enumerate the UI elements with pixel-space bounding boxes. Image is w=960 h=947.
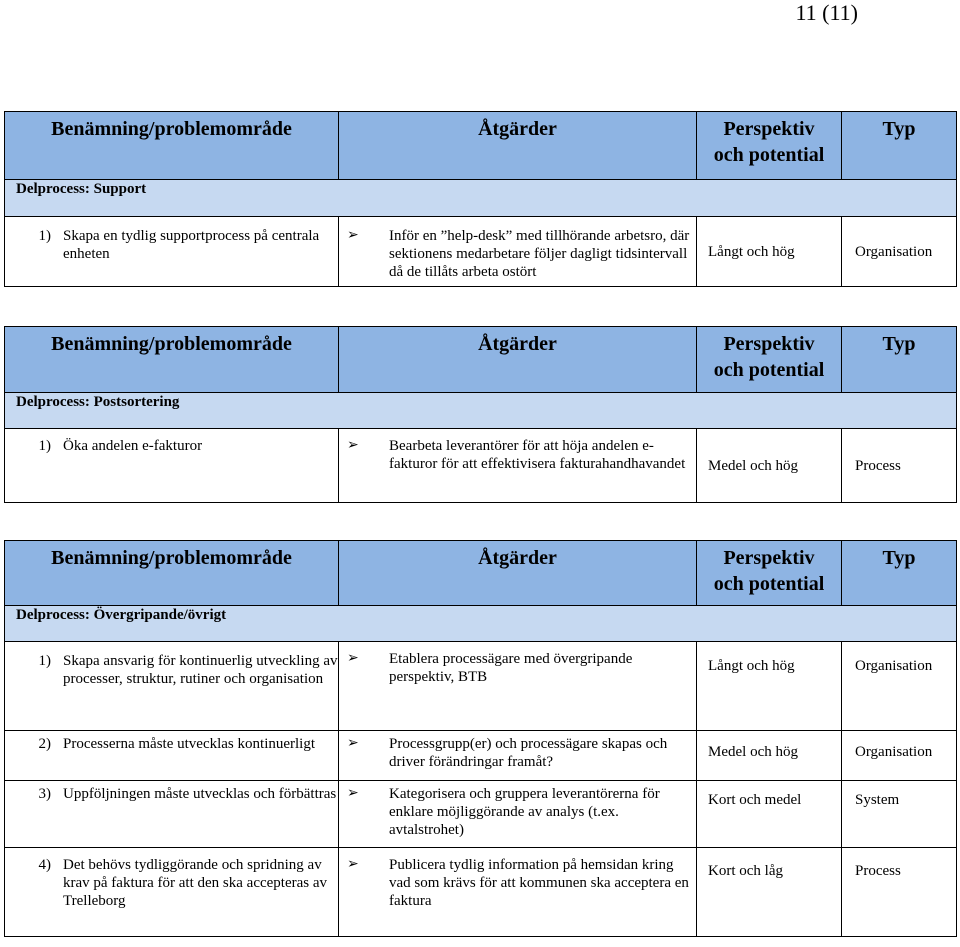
arrowhead-bullet-icon: ➢ <box>347 786 359 801</box>
header-row <box>5 327 957 393</box>
header-benamning: Benämning/problemområde <box>5 541 339 606</box>
page-number: 11 (11) <box>795 0 858 25</box>
problem-text: Skapa en tydlig supportprocess på centrala enheten <box>63 228 320 262</box>
action-text: Etablera processägare med övergripande perspektiv, BTB <box>389 651 633 685</box>
table-row <box>5 848 957 937</box>
row-number: 1) <box>38 653 51 669</box>
header-benamning: Benämning/problemområde <box>5 112 339 180</box>
header-row <box>5 541 957 606</box>
header-row <box>5 112 957 180</box>
header-typ: Typ <box>842 541 957 606</box>
type-text: Process <box>842 429 957 503</box>
action-text: Inför en ”help-desk” med tillhörande arbetsro, där sektionens medarbetare följer dagligt tidsintervall då de tillåts arbeta ostört <box>389 228 690 280</box>
row-number: 1) <box>38 438 51 454</box>
header-atgarder: Åtgärder <box>339 327 697 393</box>
perspective-text: Långt och hög <box>697 642 842 731</box>
type-text: Organisation <box>842 642 957 731</box>
perspective-text: Långt och hög <box>697 217 842 287</box>
header-typ: Typ <box>842 327 957 393</box>
type-text: Organisation <box>842 217 957 287</box>
perspective-text: Medel och hög <box>697 429 842 503</box>
problem-text: Skapa ansvarig för kontinuerlig utveckling av processer, struktur, rutiner och organisation <box>63 653 338 687</box>
header-typ: Typ <box>842 112 957 180</box>
table-row <box>5 781 957 848</box>
arrowhead-bullet-icon: ➢ <box>347 651 359 666</box>
type-text: Process <box>842 848 957 937</box>
action-text: Kategorisera och gruppera leverantörerna för enklare möjliggörande av analys (t.ex. avtalstrohet) <box>389 786 660 838</box>
problem-text: Uppföljningen måste utvecklas och förbättras <box>63 786 337 802</box>
action-text: Processgrupp(er) och processägare skapas och driver förändringar framåt? <box>389 736 668 770</box>
table-support <box>4 111 956 287</box>
table-postsortering <box>4 326 956 503</box>
arrowhead-bullet-icon: ➢ <box>347 438 359 453</box>
table-row <box>5 429 957 503</box>
header-perspektiv: Perspektiv och potential <box>697 112 842 180</box>
arrowhead-bullet-icon: ➢ <box>347 228 359 243</box>
row-number: 1) <box>38 228 51 244</box>
table-row <box>5 642 957 731</box>
header-atgarder: Åtgärder <box>339 541 697 606</box>
subprocess-title: Delprocess: Postsortering <box>5 393 957 429</box>
type-text: System <box>842 781 957 848</box>
table-row <box>5 731 957 781</box>
header-atgarder: Åtgärder <box>339 112 697 180</box>
subprocess-title: Delprocess: Övergripande/övrigt <box>5 606 957 642</box>
header-perspektiv: Perspektiv och potential <box>697 327 842 393</box>
action-text: Publicera tydlig information på hemsidan kring vad som krävs för att kommunen ska acceptera en faktura <box>389 857 689 909</box>
row-number: 2) <box>38 736 51 752</box>
type-text: Organisation <box>842 731 957 781</box>
header-perspektiv: Perspektiv och potential <box>697 541 842 606</box>
row-number: 4) <box>38 857 51 873</box>
arrowhead-bullet-icon: ➢ <box>347 857 359 872</box>
problem-text: Processerna måste utvecklas kontinuerligt <box>63 736 316 752</box>
table-row <box>5 217 957 287</box>
subprocess-title: Delprocess: Support <box>5 180 957 217</box>
problem-text: Öka andelen e-fakturor <box>63 438 203 454</box>
problem-text: Det behövs tydliggörande och spridning av krav på faktura för att den ska accepteras av Trelleborg <box>63 857 328 909</box>
table-overgripande <box>4 540 956 937</box>
perspective-text: Kort och låg <box>697 848 842 937</box>
perspective-text: Medel och hög <box>697 731 842 781</box>
header-benamning: Benämning/problemområde <box>5 327 339 393</box>
action-text: Bearbeta leverantörer för att höja andelen e-fakturor för att effektivisera fakturahandhavandet <box>389 438 686 472</box>
row-number: 3) <box>38 786 51 802</box>
perspective-text: Kort och medel <box>697 781 842 848</box>
arrowhead-bullet-icon: ➢ <box>347 736 359 751</box>
